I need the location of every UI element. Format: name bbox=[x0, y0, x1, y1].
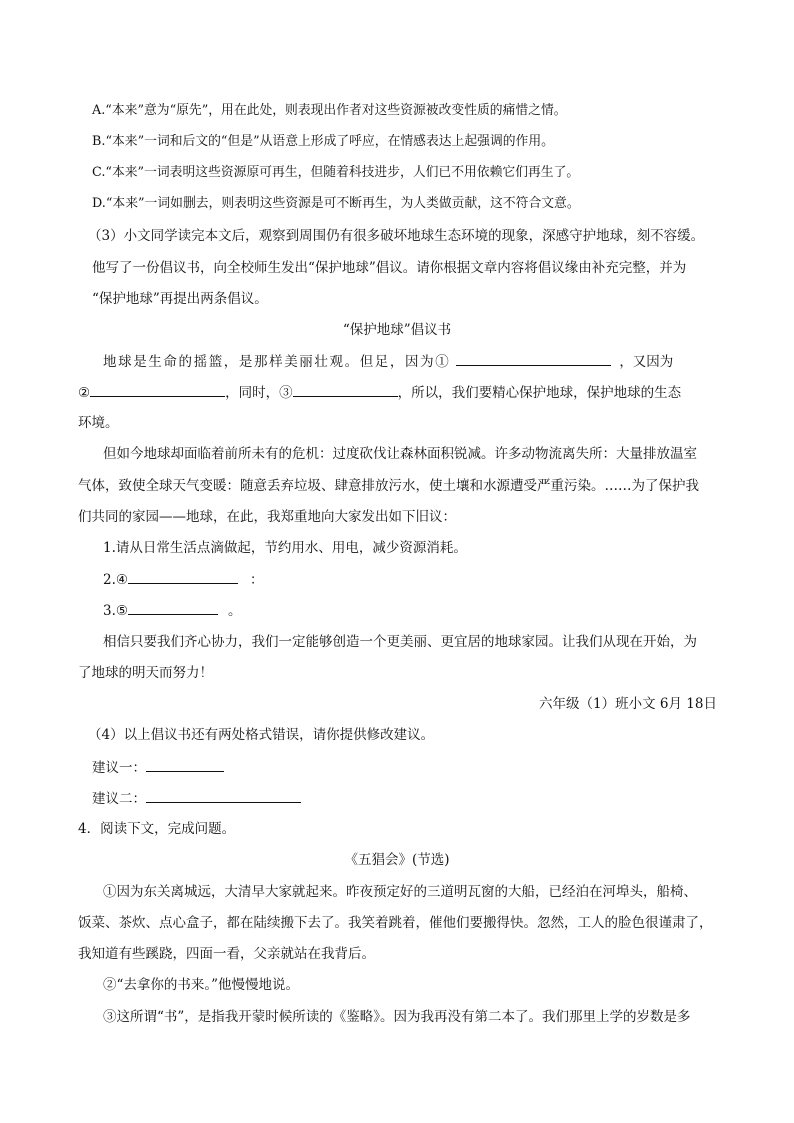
question-4: （4）以上倡议书还有两处格式错误，请你提供修改建议。 bbox=[88, 727, 435, 743]
blank-3[interactable] bbox=[293, 382, 398, 397]
letter-p1-line-1 bbox=[103, 351, 673, 372]
reading-para-1-line-1: ①因为东关离城远，大清早大家就起来。昨夜预定好的三道明瓦窗的大船，已经泊在河埠头，船椅、 bbox=[103, 884, 697, 900]
letter-p1-marker-2: ② bbox=[78, 385, 91, 401]
letter-signature: 六年级（1）班小文 6月 18日 bbox=[539, 696, 717, 712]
section-4-heading: 4．阅读下文，完成问题。 bbox=[78, 821, 236, 837]
letter-p3-line-2: 了地球的明天而努力！ bbox=[78, 665, 213, 681]
letter-p2-line-2: 气体，致使全球天气变暖：随意丢弃垃圾、肆意排放污水，使土壤和水源遭受严重污染。……为了保护我 bbox=[78, 478, 699, 494]
blank-5[interactable] bbox=[128, 600, 218, 615]
suggestion-1-blank[interactable] bbox=[146, 757, 224, 772]
letter-title: “保护地球”倡议书 bbox=[342, 322, 452, 338]
letter-p1-line-2 bbox=[78, 382, 681, 403]
suggestion-2-blank[interactable] bbox=[146, 788, 301, 803]
letter-p1-text-d: ，同时，③ bbox=[225, 385, 293, 401]
letter-item-3-label: 3.⑤ bbox=[103, 603, 128, 619]
letter-p2-line-1: 但如今地球却面临着前所未有的危机：过度砍伐让森林面积锐减。许多动物流离失所：大量排放温室 bbox=[103, 446, 697, 462]
letter-p1-text-b: ，又因为 bbox=[619, 354, 674, 370]
letter-item-3 bbox=[103, 600, 241, 621]
question-3-line-2: 他写了一份倡议书，向全校师生发出“保护地球”倡议。请你根据文章内容将倡议缘由补充完整，并为 bbox=[92, 260, 687, 276]
reading-para-2: ②“去拿你的书来。”他慢慢地说。 bbox=[103, 977, 300, 993]
letter-item-2-end: ： bbox=[249, 572, 264, 588]
letter-p1-line-3: 环境。 bbox=[78, 415, 119, 431]
option-a: A.“本来”意为“原先”，用在此处，则表现出作者对这些资源被改变性质的痛惜之情。 bbox=[92, 103, 567, 118]
suggestion-2 bbox=[92, 788, 301, 809]
blank-4[interactable] bbox=[128, 569, 238, 584]
blank-1[interactable] bbox=[456, 351, 611, 366]
letter-p2-line-3: 们共同的家园——地球，在此，我郑重地向大家发出如下旧议： bbox=[78, 509, 456, 525]
suggestion-1 bbox=[92, 757, 224, 778]
letter-item-2-label: 2.④ bbox=[103, 572, 128, 588]
suggestion-2-label: 建议二： bbox=[92, 791, 146, 807]
letter-item-1: 1.请从日常生活点滴做起，节约用水、用电，减少资源消耗。 bbox=[103, 540, 467, 556]
question-3-line-1: （3）小文同学读完本文后，观察到周围仍有很多破坏地球生态环境的现象，深感守护地球，刻不容缓。 bbox=[88, 228, 705, 244]
blank-2[interactable] bbox=[90, 382, 225, 397]
option-b: B.“本来”一词和后文的“但是”从语意上形成了呼应，在情感表达上起强调的作用。 bbox=[92, 134, 554, 149]
question-3-line-3: “保护地球”再提出两条倡议。 bbox=[92, 291, 268, 307]
reading-para-1-line-2: 饭菜、茶炊、点心盒子，都在陆续搬下去了。我笑着跳着，催他们要搬得快。忽然，工人的脸色很谨肃了， bbox=[78, 915, 713, 931]
suggestion-1-label: 建议一： bbox=[92, 760, 146, 776]
reading-para-3: ③这所谓“书”，是指我开蒙时候所读的《鉴略》。因为我再没有第二本了。我们那里上学的岁数是多 bbox=[103, 1009, 691, 1025]
reading-title: 《五猖会》(节选) bbox=[344, 852, 450, 868]
letter-p1-text-a: 地球是生命的摇篮，是那样美丽壮观。但足，因为① bbox=[103, 354, 451, 370]
option-c: C.“本来”一词表明这些资源原可再生，但随着科技进步，人们已不用依赖它们再生了。 bbox=[92, 165, 580, 180]
option-d: D.“本来”一词如删去，则表明这些资源是可不断再生，为人类做贡献，这不符合文意。 bbox=[92, 196, 580, 211]
letter-item-2 bbox=[103, 569, 263, 590]
letter-item-3-end: 。 bbox=[227, 603, 242, 619]
letter-p1-text-e: ，所以，我们要精心保护地球，保护地球的生态 bbox=[397, 385, 682, 401]
reading-para-1-line-3: 我知道有些蹊跷，四面一看，父亲就站在我背后。 bbox=[78, 946, 375, 962]
letter-p3-line-1: 相信只要我们齐心协力，我们一定能够创造一个更美丽、更宜居的地球家园。让我们从现在开始，为 bbox=[103, 634, 697, 650]
